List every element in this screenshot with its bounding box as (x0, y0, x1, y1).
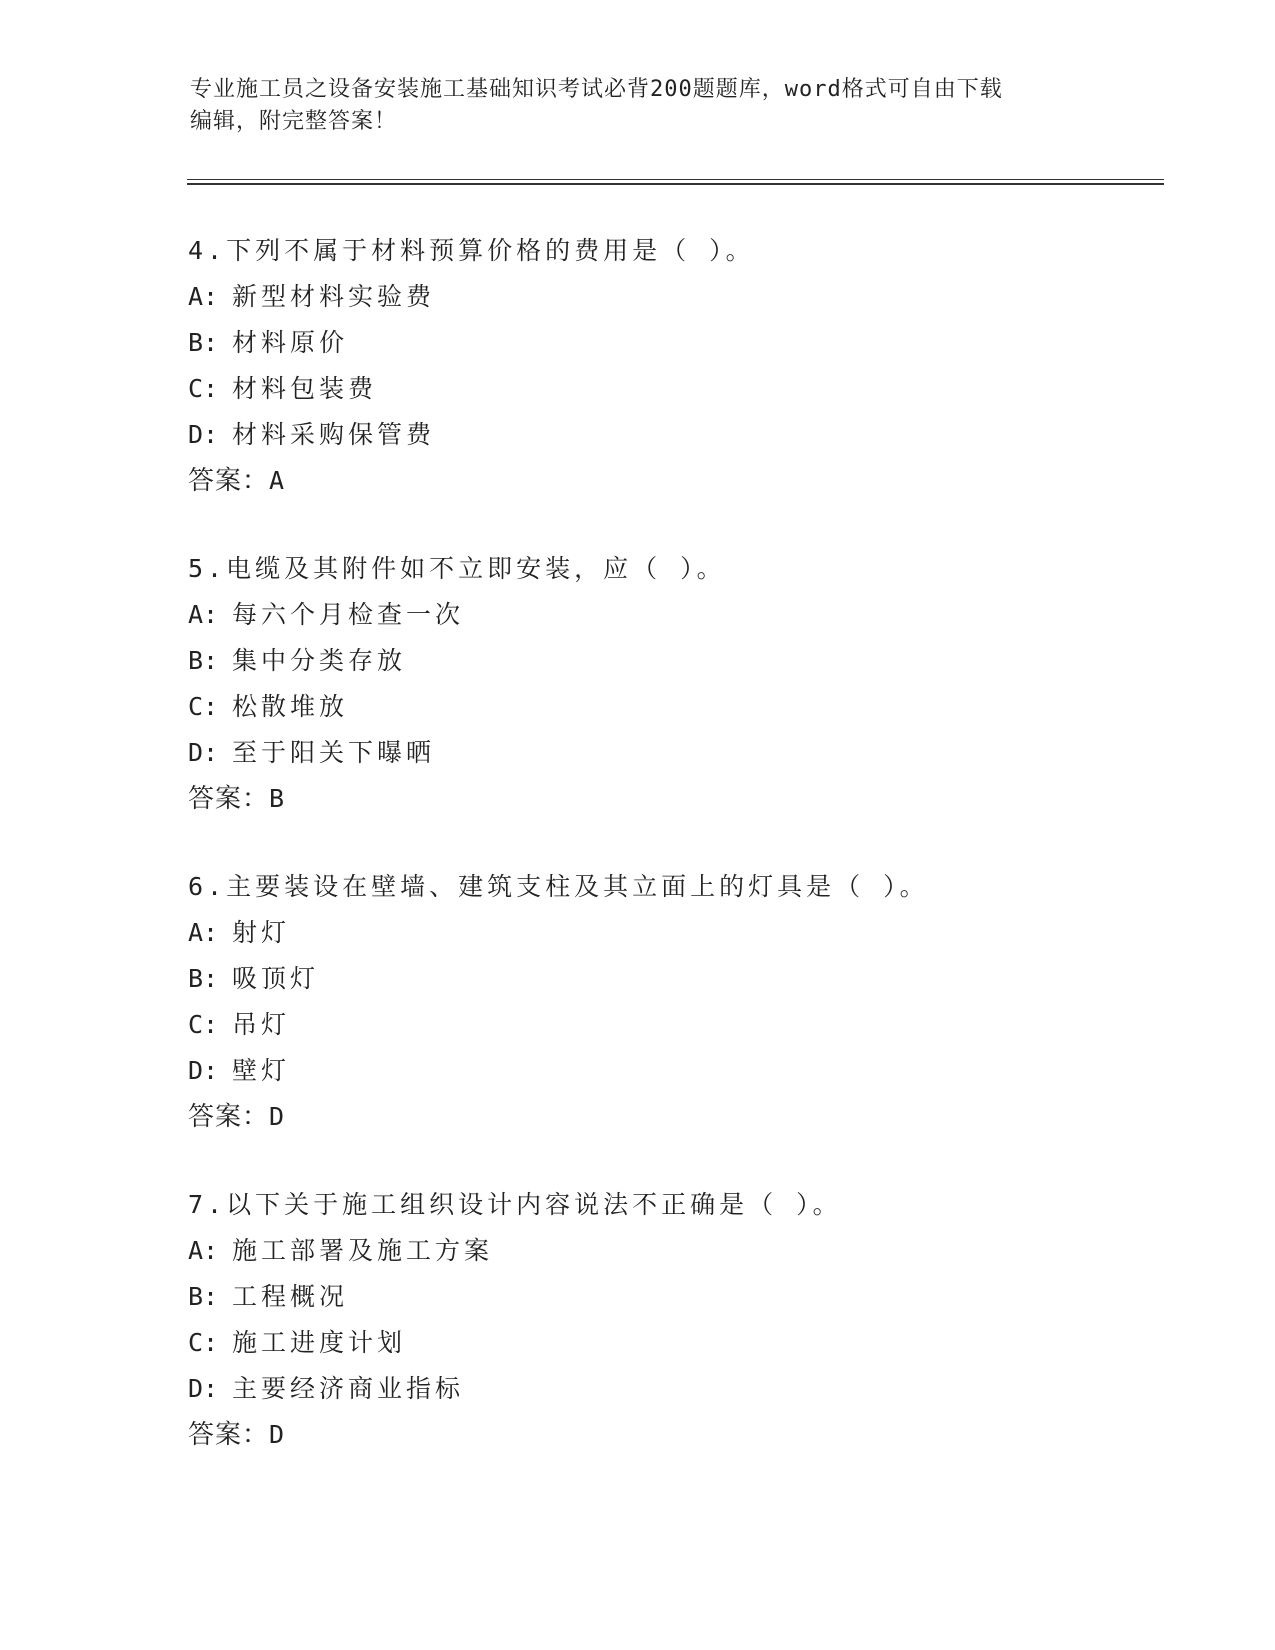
option-c (188, 1320, 1148, 1366)
option-letter: B: (188, 646, 219, 675)
option-text: 材料采购保管费 (232, 420, 436, 449)
option-letter: B: (188, 1282, 219, 1311)
header-line-1: 专业施工员之设备安装施工基础知识考试必背200题题库，word格式可自由下载 (190, 77, 1003, 102)
answer-label: 答案： (188, 1420, 270, 1450)
option-letter: C: (188, 692, 219, 721)
option-letter: C: (188, 1328, 219, 1357)
option-text: 松散堆放 (232, 692, 349, 721)
option-a (188, 592, 1148, 638)
option-a (188, 274, 1148, 320)
answer-label: 答案： (188, 784, 270, 814)
answer-line (188, 458, 1148, 504)
answer-value: D (269, 1102, 286, 1131)
option-c (188, 366, 1148, 412)
answer-value: B (269, 784, 286, 813)
option-letter: B: (188, 964, 219, 993)
option-a (188, 1228, 1148, 1274)
option-b (188, 638, 1148, 684)
option-text: 施工进度计划 (232, 1328, 407, 1357)
header-divider-thin (187, 179, 1164, 180)
option-text: 每六个月检查一次 (232, 600, 465, 629)
option-letter: A: (188, 1236, 219, 1265)
option-letter: D: (188, 738, 219, 767)
option-c (188, 1002, 1148, 1048)
option-d (188, 412, 1148, 458)
option-text: 射灯 (232, 918, 291, 947)
option-b (188, 1274, 1148, 1320)
question-stem: 7.以下关于施工组织设计内容说法不正确是（ ）。 (188, 1190, 842, 1219)
option-text: 至于阳关下曝晒 (232, 738, 436, 767)
answer-line (188, 1094, 1148, 1140)
option-letter: D: (188, 1056, 219, 1085)
option-letter: C: (188, 374, 219, 403)
answer-label: 答案： (188, 466, 270, 496)
option-letter: A: (188, 282, 219, 311)
option-b (188, 320, 1148, 366)
question-stem: 4.下列不属于材料预算价格的费用是（ ）。 (188, 236, 755, 265)
header-line-2: 编辑，附完整答案！ (190, 109, 398, 134)
option-letter: B: (188, 328, 219, 357)
answer-line (188, 1412, 1148, 1458)
option-c (188, 684, 1148, 730)
option-letter: D: (188, 1374, 219, 1403)
option-letter: A: (188, 918, 219, 947)
option-text: 工程概况 (232, 1282, 349, 1311)
option-b (188, 956, 1148, 1002)
question-5 (188, 546, 1148, 822)
option-d (188, 1048, 1148, 1094)
option-text: 集中分类存放 (232, 646, 407, 675)
header-divider-thick (187, 183, 1164, 185)
option-letter: C: (188, 1010, 219, 1039)
answer-label: 答案： (188, 1102, 270, 1132)
question-stem: 5.电缆及其附件如不立即安装，应（ ）。 (188, 554, 726, 583)
answer-line (188, 776, 1148, 822)
option-letter: D: (188, 420, 219, 449)
answer-value: A (269, 466, 286, 495)
question-4 (188, 228, 1148, 504)
option-text: 新型材料实验费 (232, 282, 436, 311)
option-text: 材料原价 (232, 328, 349, 357)
answer-value: D (269, 1420, 286, 1449)
document-header (190, 74, 1090, 138)
option-d (188, 730, 1148, 776)
option-text: 吊灯 (232, 1010, 291, 1039)
option-text: 壁灯 (232, 1056, 291, 1085)
question-7 (188, 1182, 1148, 1458)
option-text: 施工部署及施工方案 (232, 1236, 494, 1265)
option-text: 主要经济商业指标 (232, 1374, 465, 1403)
option-d (188, 1366, 1148, 1412)
option-text: 吸顶灯 (232, 964, 320, 993)
option-text: 材料包装费 (232, 374, 378, 403)
option-letter: A: (188, 600, 219, 629)
option-a (188, 910, 1148, 956)
question-6 (188, 864, 1148, 1140)
question-stem: 6.主要装设在壁墙、建筑支柱及其立面上的灯具是（ ）。 (188, 872, 929, 901)
